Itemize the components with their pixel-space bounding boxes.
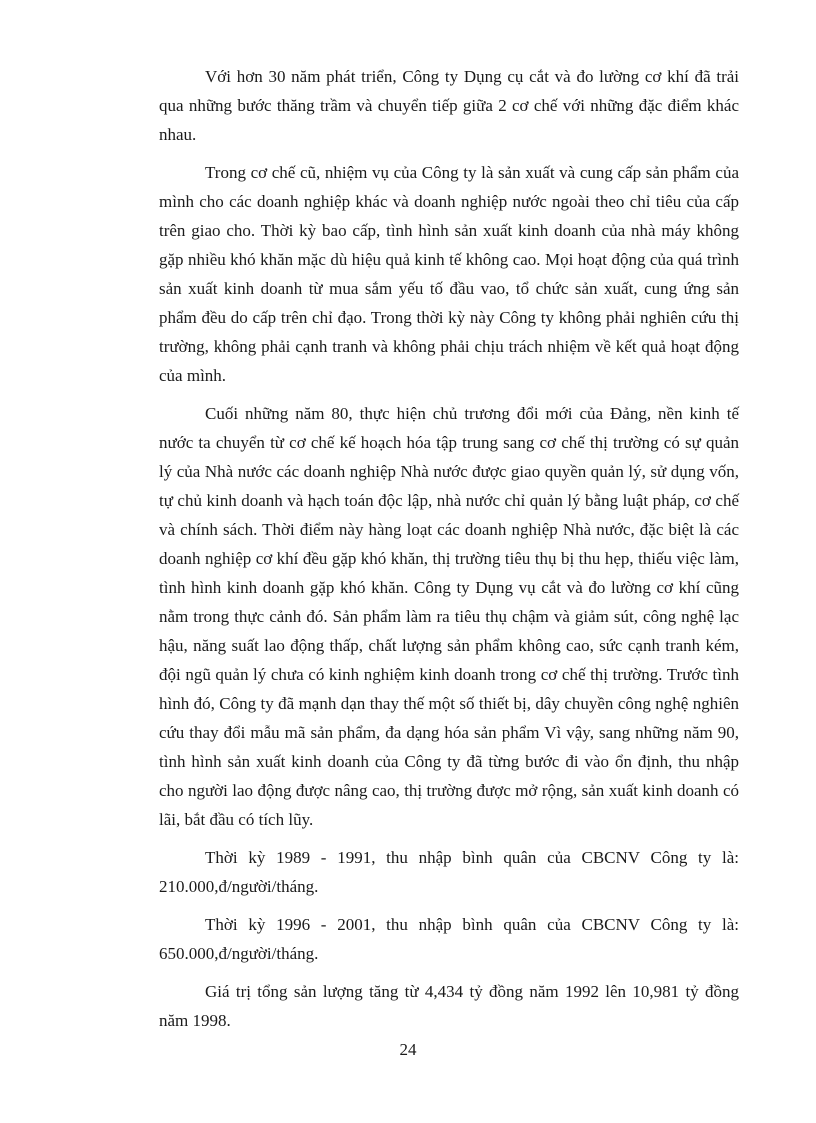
paragraph-income-1996-2001: Thời kỳ 1996 - 2001, thu nhập bình quân của CBCNV Công ty là: 650.000,đ/người/tháng. xyxy=(159,915,739,963)
document-body xyxy=(159,62,739,1044)
page-number: 24 xyxy=(399,1040,417,1059)
paragraph-history-intro: Với hơn 30 năm phát triển, Công ty Dụng cụ cắt và đo lường cơ khí đã trải qua những bước thăng trầm và chuyển tiếp giữa 2 cơ chế với những đặc điểm khác nhau. xyxy=(159,67,739,144)
paragraph-old-mechanism: Trong cơ chế cũ, nhiệm vụ của Công ty là sản xuất và cung cấp sản phẩm của mình cho các doanh nghiệp khác và doanh nghiệp nước ngoài theo chỉ tiêu của cấp trên giao cho. Thời kỳ bao cấp, tình hình sản xuất kinh doanh của nhà máy không gặp nhiều khó khăn mặc dù hiệu quả kinh tế không cao. Mọi hoạt động của quá trình sản xuất kinh doanh từ mua sắm yếu tố đầu vao, tổ chức sản xuất, cung ứng sản phẩm đều do cấp trên chỉ đạo. Trong thời kỳ này Công ty không phải nghiên cứu thị trường, không phải cạnh tranh và không phải chịu trách nhiệm về kết quả hoạt động của mình. xyxy=(159,163,739,385)
paragraph-market-transition: Cuối những năm 80, thực hiện chủ trương đổi mới của Đảng, nền kinh tế nước ta chuyển từ cơ chế kế hoạch hóa tập trung sang cơ chế thị trường có sự quản lý của Nhà nước các doanh nghiệp Nhà nước được giao quyền quản lý, sử dụng vốn, tự chủ kinh doanh và hạch toán độc lập, nhà nước chỉ quản lý bằng luật pháp, cơ chế và chính sách. Thời điểm này hàng loạt các doanh nghiệp Nhà nước, đặc biệt là các doanh nghiệp cơ khí đều gặp khó khăn, thị trường tiêu thụ bị thu hẹp, thiếu việc làm, tình hình kinh doanh gặp khó khăn. Công ty Dụng vụ cắt và đo lường cơ khí cũng nằm trong thực cảnh đó. Sản phẩm làm ra tiêu thụ chậm và giảm sút, công nghệ lạc hậu, năng suất lao động thấp, chất lượng sản phẩm không cao, sức cạnh tranh kém, đội ngũ quản lý chưa có kinh nghiệm kinh doanh trong cơ chế thị trường. Trước tình hình đó, Công ty đã mạnh dạn thay thế một số thiết bị, dây chuyền công nghệ nghiên cứu thay đổi mẫu mã sản phẩm, đa dạng hóa sản phẩm Vì vậy, sang những năm 90, tình hình sản xuất kinh doanh của Công ty đã từng bước đi vào ổn định, thu nhập cho người lao động được nâng cao, thị trường được mở rộng, sản xuất kinh doanh có lãi, bắt đầu có tích lũy. xyxy=(159,404,739,829)
paragraph-output-value: Giá trị tổng sản lượng tăng từ 4,434 tỷ đồng năm 1992 lên 10,981 tỷ đồng năm 1998. xyxy=(159,982,739,1030)
paragraph-income-1989-1991: Thời kỳ 1989 - 1991, thu nhập bình quân của CBCNV Công ty là: 210.000,đ/người/tháng. xyxy=(159,848,739,896)
